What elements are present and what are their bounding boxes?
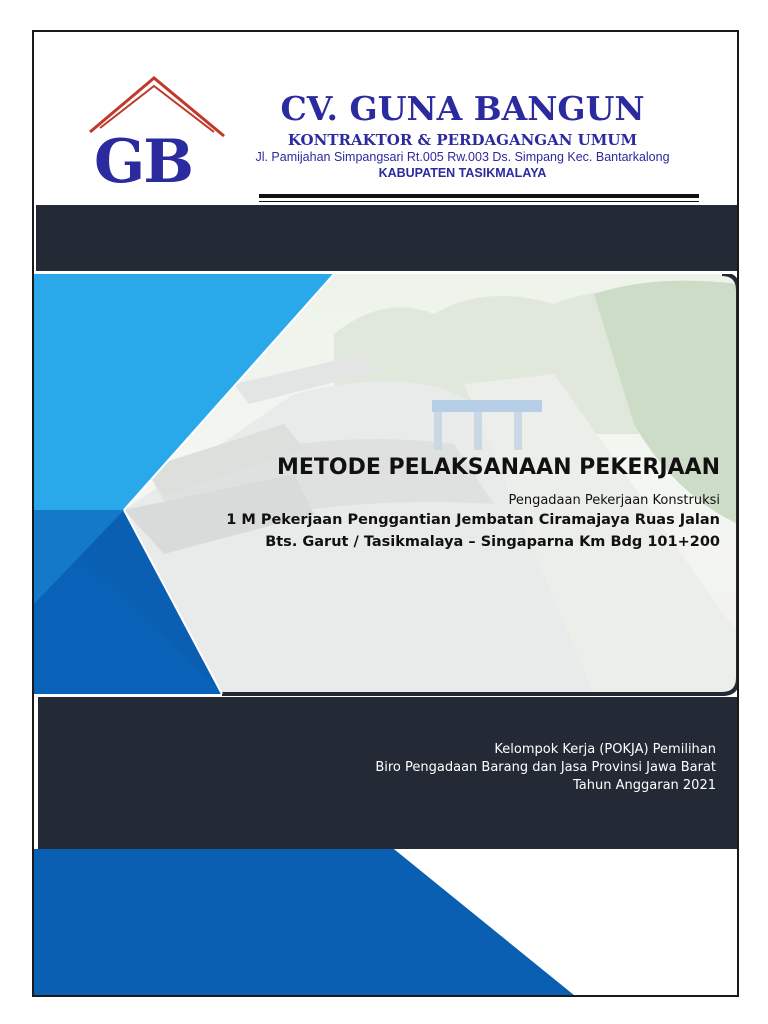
project-line-2: Bts. Garut / Tasikmalaya – Singaparna Km Bdg 101+200 — [265, 534, 720, 550]
footer-line-1: Kelompok Kerja (POKJA) Pemilihan — [494, 742, 716, 757]
footer-line-2: Biro Pengadaan Barang dan Jasa Provinsi Jawa Barat — [375, 760, 716, 775]
document-title: METODE PELAKSANAAN PEKERJAAN — [276, 455, 720, 480]
document-subtitle: Pengadaan Pekerjaan Konstruksi — [508, 493, 720, 508]
project-line-1: 1 M Pekerjaan Penggantian Jembatan Ciramajaya Ruas Jalan — [226, 512, 720, 528]
footer-line-3: Tahun Anggaran 2021 — [573, 778, 716, 793]
cover-page — [32, 30, 739, 997]
letterhead-rule-thick — [259, 194, 699, 198]
company-subtitle: KONTRAKTOR & PERDAGANGAN UMUM — [287, 131, 638, 149]
top-dark-band — [36, 205, 737, 274]
company-address: Jl. Pamijahan Simpangsari Rt.005 Rw.003 Ds. Simpang Kec. Bantarkalong — [255, 150, 670, 164]
logo-letters: GB — [94, 127, 192, 197]
company-region: KABUPATEN TASIKMALAYA — [378, 166, 547, 180]
letterhead-rule-thin — [259, 201, 699, 202]
company-name: CV. GUNA BANGUN — [280, 89, 645, 128]
cover-artwork — [34, 274, 737, 995]
